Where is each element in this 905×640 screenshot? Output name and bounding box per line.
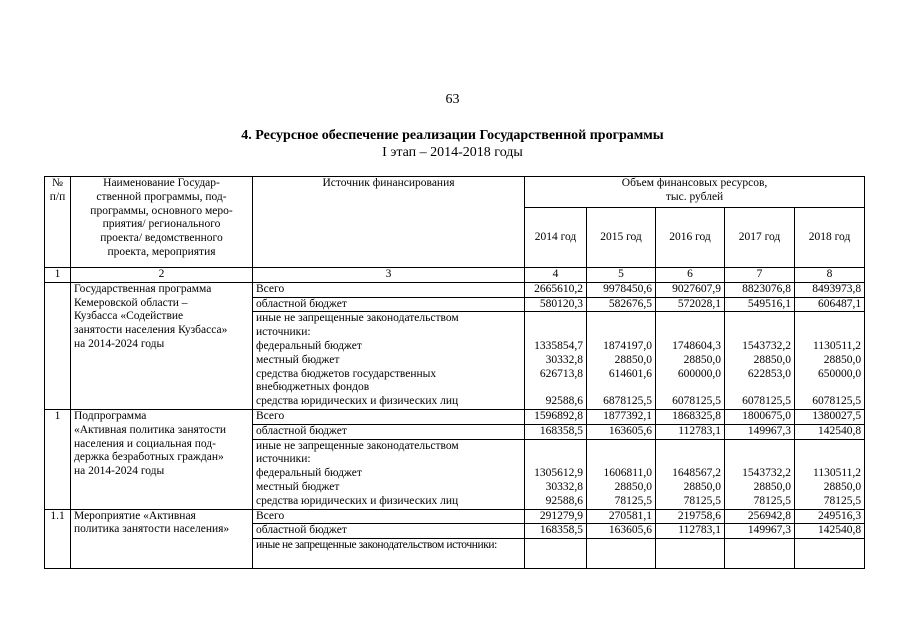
value-column: 1648567,2 28850,0 78125,5 <box>656 439 725 509</box>
value-cell: 142540,8 <box>795 524 865 539</box>
value-cell <box>525 539 587 569</box>
page-number: 63 <box>445 92 460 107</box>
value-cell: 8493973,8 <box>795 282 865 297</box>
value-cell <box>587 539 656 569</box>
col-number: 4 <box>525 268 587 283</box>
value-cell: 270581,1 <box>587 509 656 524</box>
value-column: 1874197,0 28850,0 614601,6 6878125,5 <box>587 312 656 410</box>
source-list: иные не запрещенные законодательством источники: федеральный бюджет местный бюджет средства юридических и физических лиц <box>253 439 525 509</box>
program-name: Государственная программа Кемеровской области – Кузбасса «Содействие занятости населения Кузбасса» на 2014-2024 годы <box>71 282 253 409</box>
value-cell: 142540,8 <box>795 424 865 439</box>
value-cell: 1596892,8 <box>525 409 587 424</box>
header-year: 2015 год <box>587 208 656 268</box>
col-number: 5 <box>587 268 656 283</box>
value-cell: 1877392,1 <box>587 409 656 424</box>
value-cell: 163605,6 <box>587 424 656 439</box>
value-column: 1305612,9 30332,8 92588,6 <box>525 439 587 509</box>
source-label: иные не запрещенные законодательством источники: <box>253 539 525 569</box>
value-cell: 8823076,8 <box>725 282 795 297</box>
value-column: 1130511,2 28850,0 650000,0 6078125,5 <box>795 312 865 410</box>
value-cell: 168358,5 <box>525 524 587 539</box>
value-cell: 1380027,5 <box>795 409 865 424</box>
header-year: 2018 год <box>795 208 865 268</box>
source-label: Всего <box>253 282 525 297</box>
source-list: иные не запрещенные законодательством источники: федеральный бюджет местный бюджет средства бюджетов государственных внебюджетных фондов средства юридических и физических лиц <box>253 312 525 410</box>
header-source: Источник финансирования <box>253 177 525 268</box>
header-volume: Объем финансовых ресурсов, тыс. рублей <box>525 177 865 208</box>
source-label: Всего <box>253 409 525 424</box>
value-column: 1130511,2 28850,0 78125,5 <box>795 439 865 509</box>
source-label: областной бюджет <box>253 424 525 439</box>
value-cell: 580120,3 <box>525 297 587 312</box>
value-cell: 163605,6 <box>587 524 656 539</box>
header-row <box>45 177 865 208</box>
source-label: областной бюджет <box>253 524 525 539</box>
section-title: 4. Ресурсное обеспечение реализации Государственной программы <box>241 128 664 143</box>
value-cell: 582676,5 <box>587 297 656 312</box>
table-row <box>45 509 865 524</box>
value-cell: 219758,6 <box>656 509 725 524</box>
value-cell: 2665610,2 <box>525 282 587 297</box>
value-cell: 149967,3 <box>725 424 795 439</box>
value-cell: 9027607,9 <box>656 282 725 297</box>
value-cell <box>725 539 795 569</box>
row-no: 1.1 <box>45 509 71 569</box>
value-cell: 606487,1 <box>795 297 865 312</box>
col-number: 3 <box>253 268 525 283</box>
value-cell: 549516,1 <box>725 297 795 312</box>
source-label: Всего <box>253 509 525 524</box>
value-cell: 572028,1 <box>656 297 725 312</box>
row-no <box>45 282 71 409</box>
col-number: 2 <box>71 268 253 283</box>
table-row <box>45 409 865 424</box>
value-cell: 112783,1 <box>656 424 725 439</box>
col-number: 1 <box>45 268 71 283</box>
column-number-row <box>45 268 865 283</box>
header-year: 2014 год <box>525 208 587 268</box>
col-number: 7 <box>725 268 795 283</box>
value-column: 1606811,0 28850,0 78125,5 <box>587 439 656 509</box>
value-cell: 168358,5 <box>525 424 587 439</box>
header-year: 2016 год <box>656 208 725 268</box>
header-name: Наименование Государ- ственной программы, под- программы, основного меро- приятия/ регионального проекта/ ведомственного проекта, мероприятия <box>71 177 253 268</box>
resource-table <box>44 176 865 569</box>
measure-name: Мероприятие «Активная политика занятости населения» <box>71 509 253 569</box>
value-cell <box>656 539 725 569</box>
col-number: 8 <box>795 268 865 283</box>
subprogram-name: Подпрограмма «Активная политика занятости населения и социальная под- держка безработных граждан» на 2014-2024 годы <box>71 409 253 509</box>
header-no: № п/п <box>45 177 71 268</box>
value-column: 1543732,2 28850,0 78125,5 <box>725 439 795 509</box>
value-cell: 1868325,8 <box>656 409 725 424</box>
value-cell: 249516,3 <box>795 509 865 524</box>
value-cell: 291279,9 <box>525 509 587 524</box>
value-cell: 112783,1 <box>656 524 725 539</box>
section-subtitle: I этап – 2014-2018 годы <box>382 145 523 160</box>
row-no: 1 <box>45 409 71 509</box>
col-number: 6 <box>656 268 725 283</box>
source-label: областной бюджет <box>253 297 525 312</box>
value-cell <box>795 539 865 569</box>
value-cell: 1800675,0 <box>725 409 795 424</box>
value-column: 1335854,7 30332,8 626713,8 92588,6 <box>525 312 587 410</box>
value-cell: 256942,8 <box>725 509 795 524</box>
value-column: 1748604,3 28850,0 600000,0 6078125,5 <box>656 312 725 410</box>
value-cell: 9978450,6 <box>587 282 656 297</box>
value-cell: 149967,3 <box>725 524 795 539</box>
header-year: 2017 год <box>725 208 795 268</box>
value-column: 1543732,2 28850,0 622853,0 6078125,5 <box>725 312 795 410</box>
table-row <box>45 282 865 297</box>
